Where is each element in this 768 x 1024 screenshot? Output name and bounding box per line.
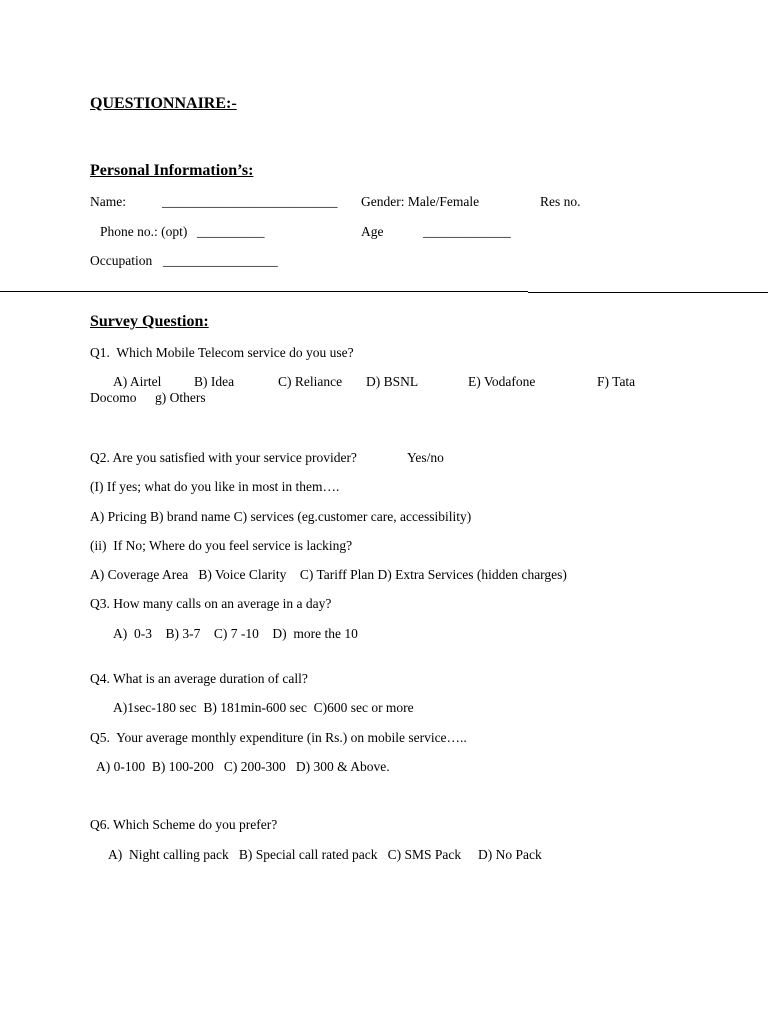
age-field: _____________ [423, 224, 511, 239]
occupation-label: Occupation [90, 253, 153, 268]
q1-question: Q1. Which Mobile Telecom service do you use? [90, 345, 354, 360]
q2-if-yes: (I) If yes; what do you like in most in them…. [90, 479, 340, 494]
q5-options: A) 0-100 B) 100-200 C) 200-300 D) 300 & Above. [96, 759, 390, 774]
q1-option-e: E) Vodafone [468, 374, 536, 389]
q2-question: Q2. Are you satisfied with your service provider? [90, 450, 357, 465]
questionnaire-title: QUESTIONNAIRE:- [90, 95, 237, 112]
phone-field: __________ [197, 224, 265, 239]
q1-option-f-cont: Docomo [90, 390, 137, 405]
res-no-label: Res no. [540, 194, 581, 209]
gender-label: Gender: Male/Female [361, 194, 480, 209]
phone-label: Phone no.: (opt) [100, 224, 188, 239]
q3-options: A) 0-3 B) 3-7 C) 7 -10 D) more the 10 [113, 626, 358, 641]
q2-no-options: A) Coverage Area B) Voice Clarity C) Tariff Plan D) Extra Services (hidden charges) [90, 567, 567, 582]
age-label: Age [361, 224, 384, 239]
q6-options: A) Night calling pack B) Special call rated pack C) SMS Pack D) No Pack [108, 847, 542, 862]
survey-heading: Survey Question: [90, 313, 209, 330]
q2-yes-options: A) Pricing B) brand name C) services (eg.customer care, accessibility) [90, 509, 472, 524]
name-field: __________________________ [162, 194, 338, 209]
q2-answer: Yes/no [407, 450, 444, 465]
q1-option-a: A) Airtel [113, 374, 162, 389]
q4-question: Q4. What is an average duration of call? [90, 671, 308, 686]
occupation-field: _________________ [163, 253, 278, 268]
q3-question: Q3. How many calls on an average in a day? [90, 596, 332, 611]
q2-if-no: (ii) If No; Where do you feel service is lacking? [90, 538, 353, 553]
divider-left [0, 291, 528, 292]
q1-option-c: C) Reliance [278, 374, 343, 389]
q1-option-b: B) Idea [194, 374, 235, 389]
q1-option-f: F) Tata [597, 374, 636, 389]
name-label: Name: [90, 194, 126, 209]
q1-option-d: D) BSNL [366, 374, 419, 389]
q1-option-g: g) Others [155, 390, 206, 405]
personal-info-heading: Personal Information’s: [90, 162, 254, 179]
q5-question: Q5. Your average monthly expenditure (in Rs.) on mobile service….. [90, 730, 467, 745]
q4-options: A)1sec-180 sec B) 181min-600 sec C)600 sec or more [113, 700, 414, 715]
q6-question: Q6. Which Scheme do you prefer? [90, 817, 278, 832]
divider-right [528, 292, 768, 293]
